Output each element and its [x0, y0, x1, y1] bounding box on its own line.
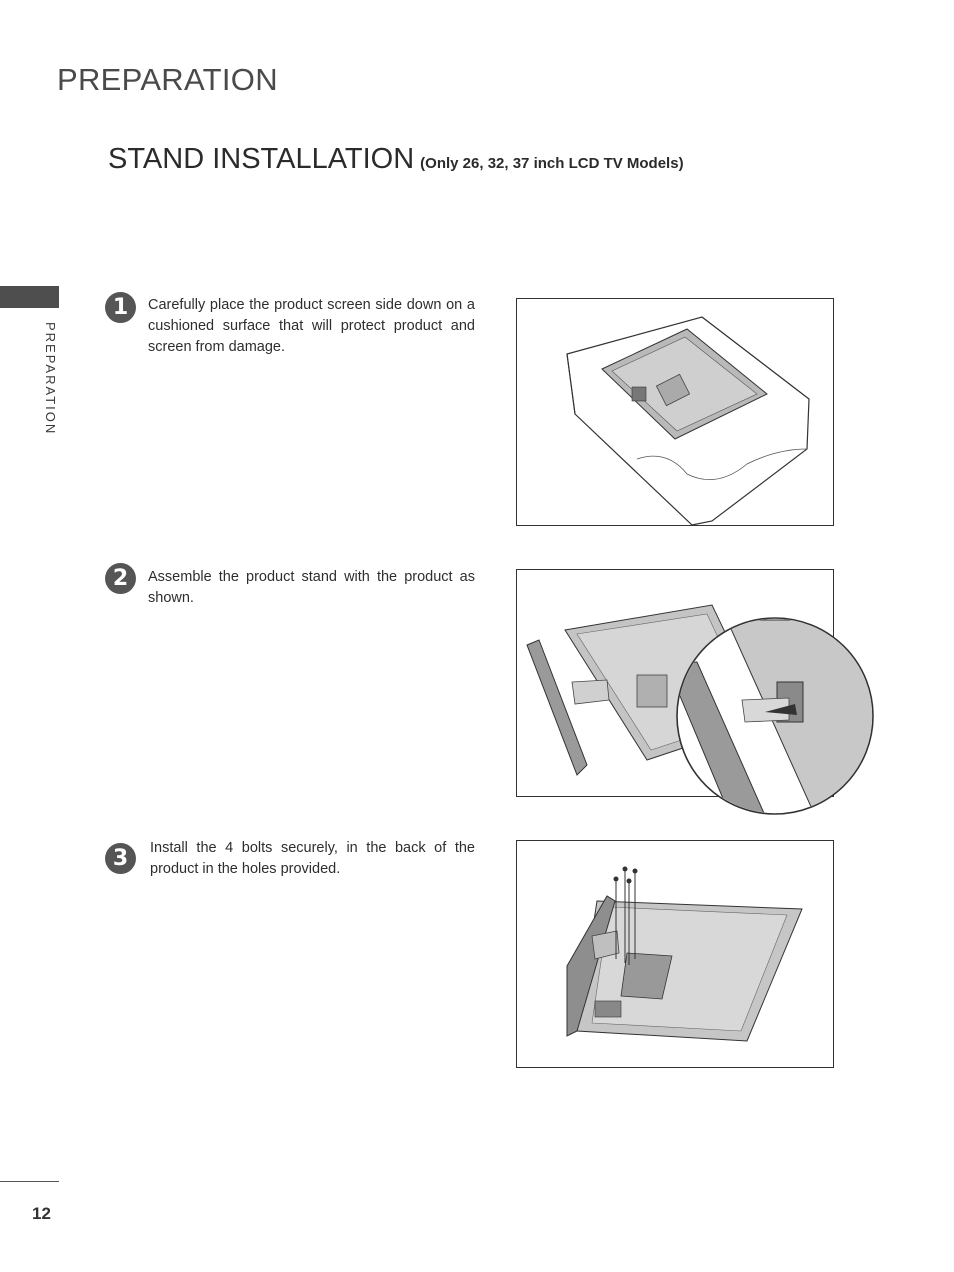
chapter-title: PREPARATION — [57, 62, 278, 97]
section-heading — [108, 143, 684, 176]
footer-divider — [0, 1181, 59, 1182]
step-2-text: Assemble the product stand with the product as shown. — [148, 569, 475, 606]
side-tab-label: PREPARATION — [43, 322, 58, 436]
step-2-illustration — [516, 569, 834, 797]
section-subtitle: (Only 26, 32, 37 inch LCD TV Models) — [420, 155, 684, 172]
step-3-text: Install the 4 bolts securely, in the back of the product in the holes provided. — [150, 840, 475, 877]
step-3-number: 3 — [105, 843, 136, 874]
step-3-illustration — [516, 840, 834, 1068]
section-title: STAND INSTALLATION — [108, 143, 415, 175]
page-number: 12 — [32, 1204, 51, 1223]
step-2-number: 2 — [105, 563, 136, 594]
step-1-text: Carefully place the product screen side down on a cushioned surface that will protect product and screen from damage. — [148, 297, 475, 355]
step-1-number: 1 — [105, 292, 136, 323]
side-tab-marker — [0, 286, 59, 308]
step-1-illustration — [516, 298, 834, 526]
